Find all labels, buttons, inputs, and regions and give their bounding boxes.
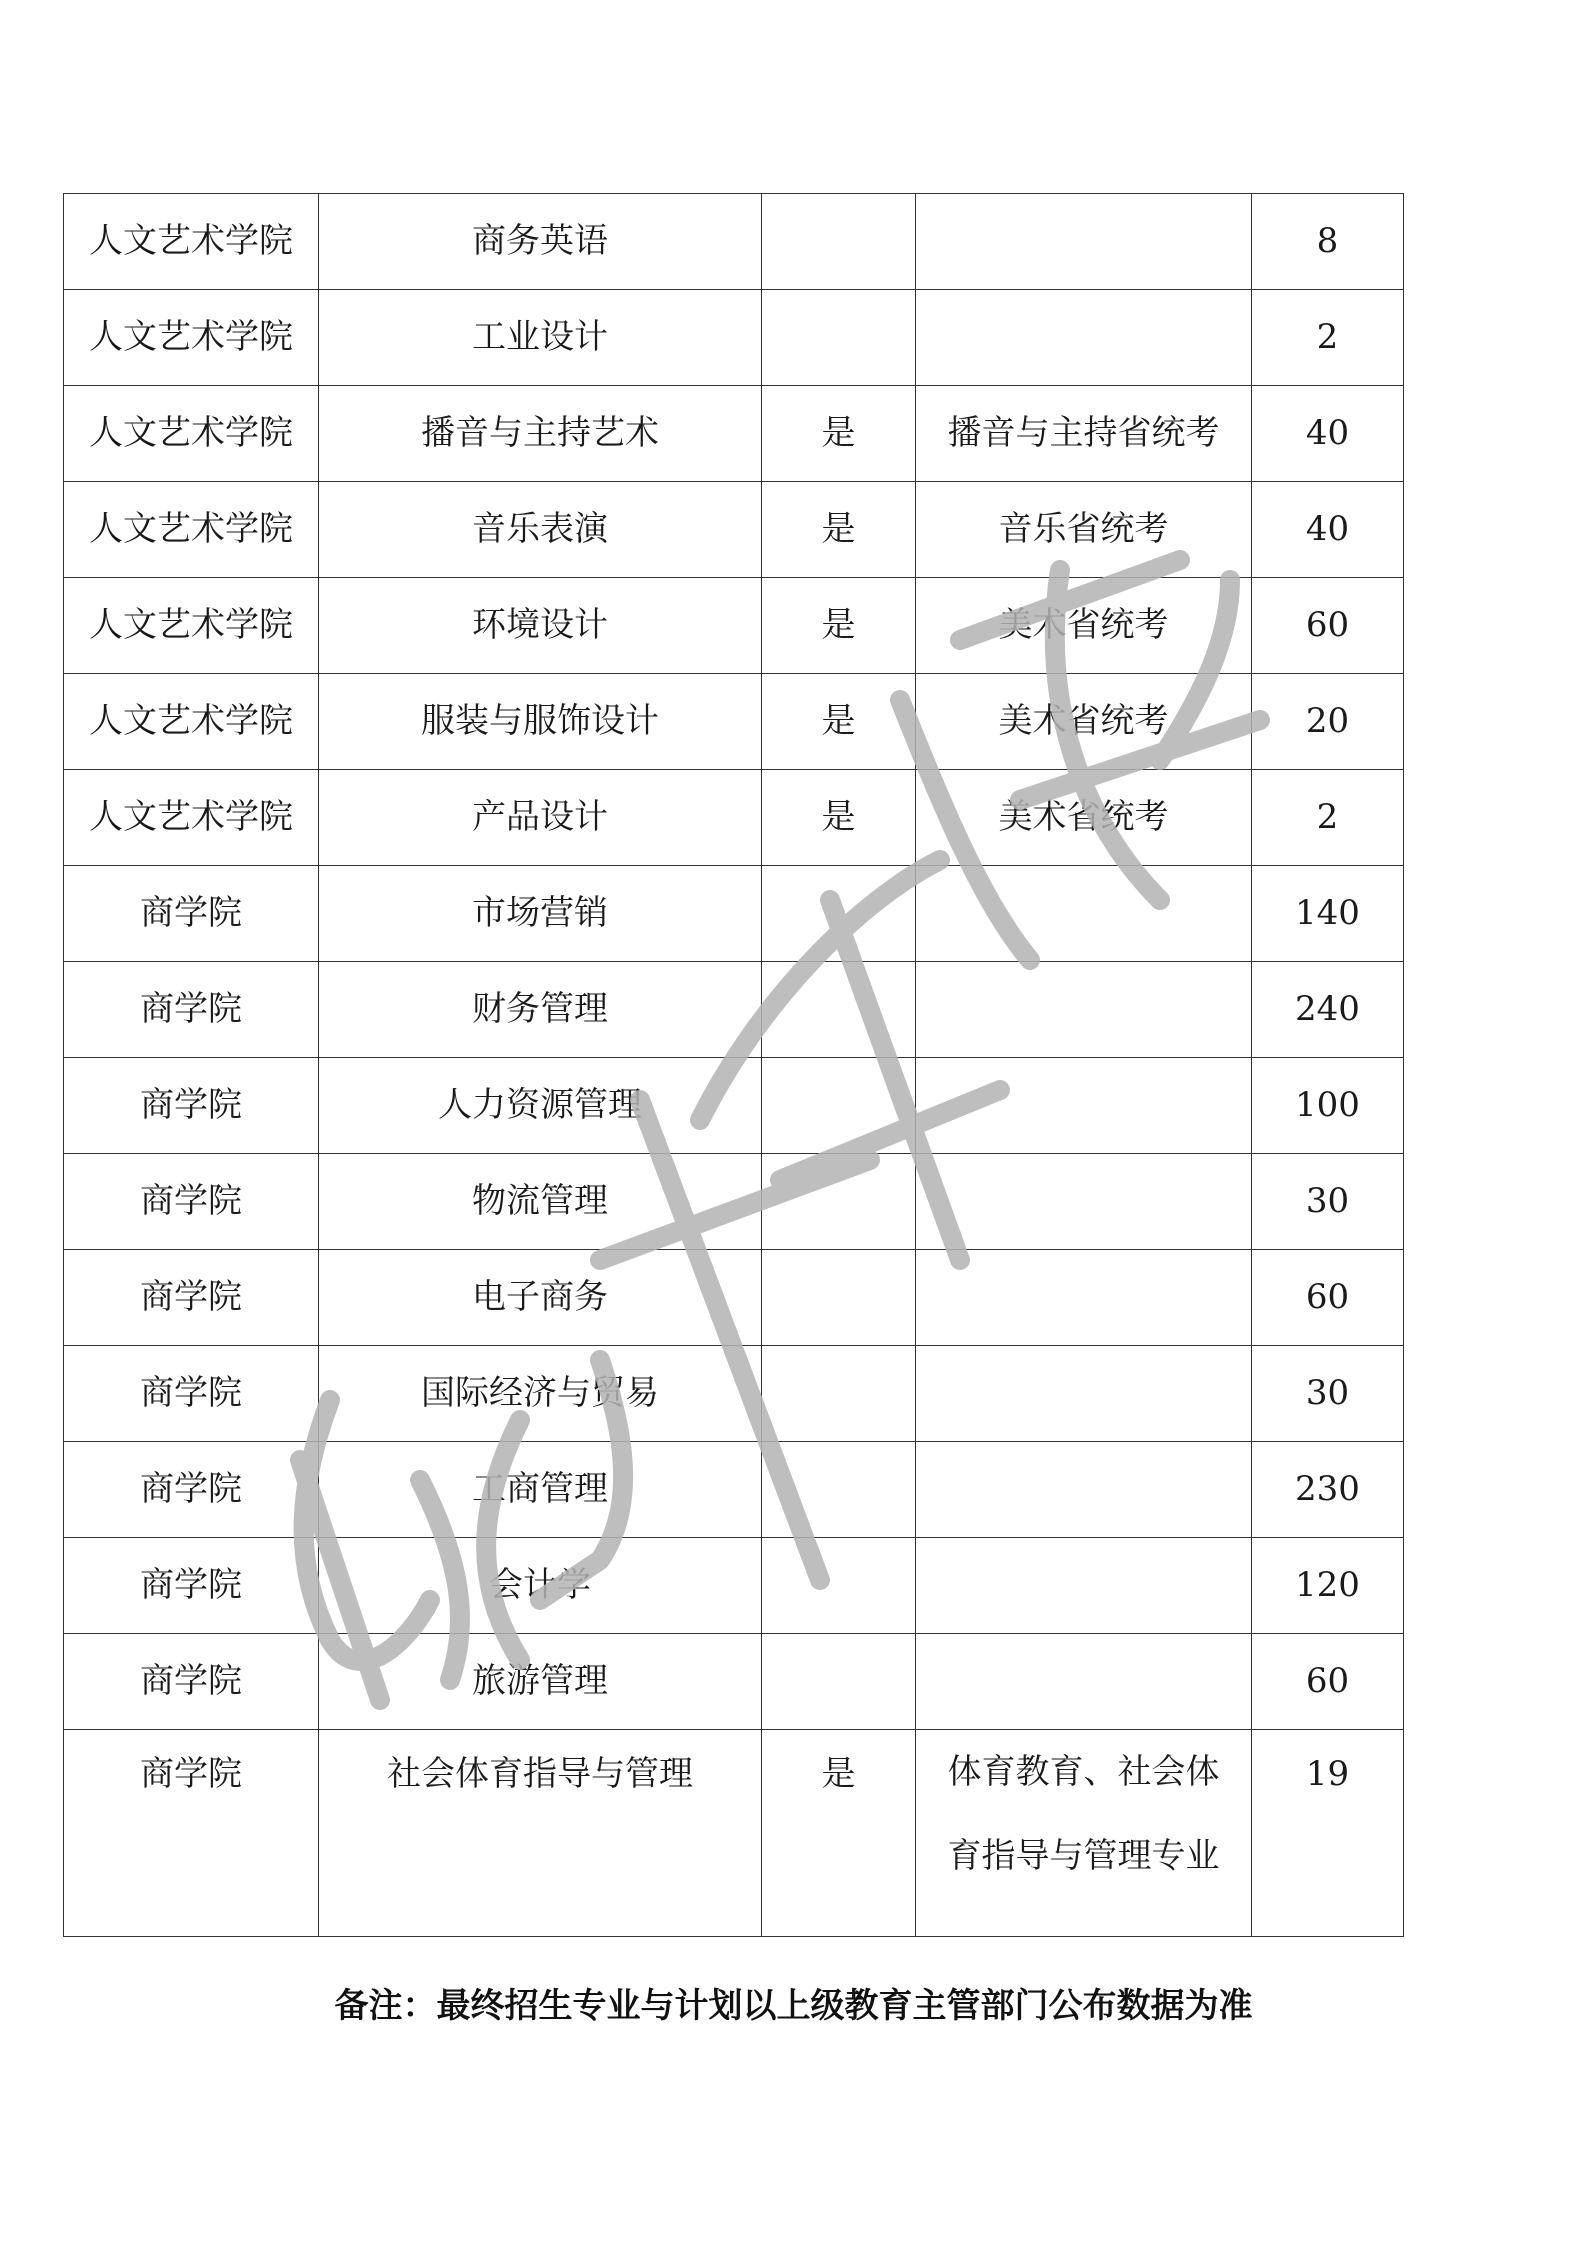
quota-cell: 60	[1252, 1634, 1404, 1730]
art-flag-cell	[762, 1442, 916, 1538]
college-cell: 人文艺术学院	[64, 578, 319, 674]
quota-cell: 30	[1252, 1154, 1404, 1250]
quota-cell: 120	[1252, 1538, 1404, 1634]
major-cell: 会计学	[319, 1538, 762, 1634]
table-row	[64, 1730, 1404, 1937]
major-cell: 财务管理	[319, 962, 762, 1058]
major-cell: 产品设计	[319, 770, 762, 866]
exam-cell	[916, 1154, 1252, 1250]
table-row	[64, 1058, 1404, 1154]
art-flag-cell	[762, 1538, 916, 1634]
college-cell: 商学院	[64, 1250, 319, 1346]
art-flag-cell: 是	[762, 578, 916, 674]
major-cell: 国际经济与贸易	[319, 1346, 762, 1442]
art-flag-cell	[762, 866, 916, 962]
table-row	[64, 194, 1404, 290]
college-cell: 人文艺术学院	[64, 386, 319, 482]
exam-cell	[916, 1442, 1252, 1538]
footnote: 备注：最终招生专业与计划以上级教育主管部门公布数据为准	[334, 1986, 1253, 2026]
major-cell: 播音与主持艺术	[319, 386, 762, 482]
table-row	[64, 962, 1404, 1058]
major-cell: 音乐表演	[319, 482, 762, 578]
major-cell: 社会体育指导与管理	[319, 1730, 762, 1937]
college-cell: 商学院	[64, 866, 319, 962]
art-flag-cell: 是	[762, 674, 916, 770]
college-cell: 商学院	[64, 1730, 319, 1937]
quota-cell: 230	[1252, 1442, 1404, 1538]
exam-cell: 播音与主持省统考	[916, 386, 1252, 482]
college-cell: 人文艺术学院	[64, 194, 319, 290]
college-cell: 商学院	[64, 1154, 319, 1250]
quota-cell: 100	[1252, 1058, 1404, 1154]
college-cell: 商学院	[64, 1538, 319, 1634]
exam-cell	[916, 194, 1252, 290]
exam-cell-line: 育指导与管理专业	[947, 1836, 1220, 1876]
enrollment-plan-table	[63, 193, 1404, 1937]
college-cell: 商学院	[64, 962, 319, 1058]
major-cell: 人力资源管理	[319, 1058, 762, 1154]
major-cell: 工商管理	[319, 1442, 762, 1538]
quota-cell: 240	[1252, 962, 1404, 1058]
table-row	[64, 1442, 1404, 1538]
major-cell: 环境设计	[319, 578, 762, 674]
major-cell: 旅游管理	[319, 1634, 762, 1730]
exam-cell: 美术省统考	[916, 578, 1252, 674]
major-cell: 物流管理	[319, 1154, 762, 1250]
art-flag-cell: 是	[762, 1730, 916, 1937]
exam-cell	[916, 1634, 1252, 1730]
major-cell: 电子商务	[319, 1250, 762, 1346]
table-row	[64, 1538, 1404, 1634]
exam-cell: 音乐省统考	[916, 482, 1252, 578]
exam-cell	[916, 866, 1252, 962]
quota-cell: 60	[1252, 578, 1404, 674]
art-flag-cell	[762, 1154, 916, 1250]
art-flag-cell	[762, 1250, 916, 1346]
table-row	[64, 1634, 1404, 1730]
table-body	[64, 194, 1404, 1937]
table-row	[64, 290, 1404, 386]
college-cell: 商学院	[64, 1442, 319, 1538]
table-row	[64, 386, 1404, 482]
college-cell: 人文艺术学院	[64, 770, 319, 866]
table-row	[64, 866, 1404, 962]
art-flag-cell	[762, 290, 916, 386]
art-flag-cell: 是	[762, 386, 916, 482]
college-cell: 商学院	[64, 1634, 319, 1730]
quota-cell: 60	[1252, 1250, 1404, 1346]
table-row	[64, 770, 1404, 866]
college-cell: 人文艺术学院	[64, 290, 319, 386]
art-flag-cell	[762, 1634, 916, 1730]
quota-cell: 2	[1252, 290, 1404, 386]
table-row	[64, 1346, 1404, 1442]
college-cell: 人文艺术学院	[64, 674, 319, 770]
art-flag-cell	[762, 194, 916, 290]
exam-cell	[916, 1538, 1252, 1634]
major-cell: 工业设计	[319, 290, 762, 386]
exam-cell	[916, 1346, 1252, 1442]
major-cell: 市场营销	[319, 866, 762, 962]
exam-cell	[916, 290, 1252, 386]
table-row	[64, 1154, 1404, 1250]
table-row	[64, 482, 1404, 578]
table-row	[64, 1250, 1404, 1346]
college-cell: 人文艺术学院	[64, 482, 319, 578]
major-cell: 服装与服饰设计	[319, 674, 762, 770]
art-flag-cell	[762, 1346, 916, 1442]
art-flag-cell: 是	[762, 482, 916, 578]
quota-cell: 19	[1252, 1730, 1404, 1937]
art-flag-cell	[762, 962, 916, 1058]
quota-cell: 40	[1252, 482, 1404, 578]
college-cell: 商学院	[64, 1058, 319, 1154]
quota-cell: 140	[1252, 866, 1404, 962]
art-flag-cell: 是	[762, 770, 916, 866]
quota-cell: 40	[1252, 386, 1404, 482]
quota-cell: 20	[1252, 674, 1404, 770]
quota-cell: 2	[1252, 770, 1404, 866]
table-row	[64, 674, 1404, 770]
college-cell: 商学院	[64, 1346, 319, 1442]
exam-cell-line: 体育教育、社会体	[947, 1752, 1220, 1792]
exam-cell	[916, 1730, 1252, 1937]
art-flag-cell	[762, 1058, 916, 1154]
exam-cell	[916, 962, 1252, 1058]
quota-cell: 8	[1252, 194, 1404, 290]
table-row	[64, 578, 1404, 674]
exam-cell	[916, 1250, 1252, 1346]
quota-cell: 30	[1252, 1346, 1404, 1442]
major-cell: 商务英语	[319, 194, 762, 290]
exam-cell: 美术省统考	[916, 674, 1252, 770]
exam-cell	[916, 1058, 1252, 1154]
exam-cell: 美术省统考	[916, 770, 1252, 866]
